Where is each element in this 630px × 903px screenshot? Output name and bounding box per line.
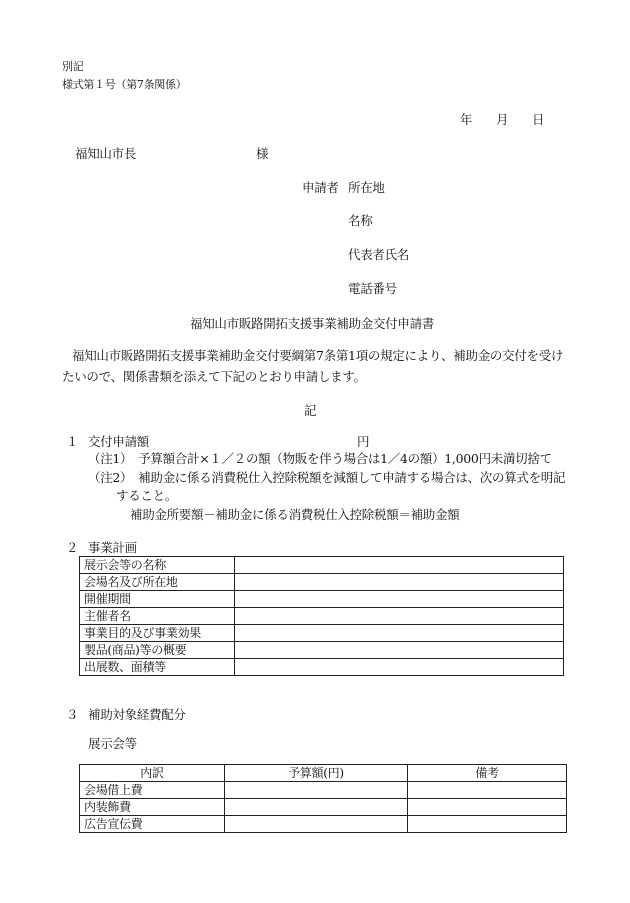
section3-number: ３ xyxy=(66,707,79,722)
section1-label: 交付申請額 xyxy=(88,434,150,449)
section1-unit: 円 xyxy=(357,434,370,449)
plan-row-value[interactable] xyxy=(235,591,564,608)
date-year-label: 年 xyxy=(460,112,473,127)
plan-row-label: 事業目的及び事業効果 xyxy=(80,625,235,642)
plan-row-label: 会場名及び所在地 xyxy=(80,574,235,591)
header-budget: 予算額(円) xyxy=(225,765,408,782)
expense-table-header xyxy=(80,765,567,782)
expense-row xyxy=(80,799,567,816)
expense-amount[interactable] xyxy=(225,782,408,799)
applicant-label: 申請者 xyxy=(302,180,339,195)
date-day-label: 日 xyxy=(532,112,545,127)
plan-row-label: 開催期間 xyxy=(80,591,235,608)
phone-label: 電話番号 xyxy=(348,281,397,296)
plan-row-label: 主催者名 xyxy=(80,608,235,625)
plan-row-value[interactable] xyxy=(235,608,564,625)
expense-note[interactable] xyxy=(408,816,567,833)
plan-row-label: 出展数、面積等 xyxy=(80,659,235,676)
form-number: 様式第１号（第7条関係） xyxy=(62,78,187,91)
expense-table xyxy=(79,764,567,833)
plan-row-label: 展示会等の名称 xyxy=(80,557,235,574)
plan-row xyxy=(80,557,564,574)
name-label: 名称 xyxy=(348,213,373,228)
section2-number: ２ xyxy=(66,540,79,555)
section3-label: 補助対象経費配分 xyxy=(88,707,186,722)
annex-label: 別記 xyxy=(62,60,84,73)
document-title: 福知山市販路開拓支援事業補助金交付申請書 xyxy=(190,316,435,331)
section1-note1: （注1） 予算額合計×１／２の額（物販を伴う場合は1／4の額）1,000円未満切捨て xyxy=(88,451,552,466)
intro-line-1: 福知山市販路開拓支援事業補助金交付要綱第7条第1項の規定により、補助金の交付を受け xyxy=(72,348,564,363)
expense-row xyxy=(80,816,567,833)
section1-note2-line1: （注2） 補助金に係る消費税仕入控除税額を減額して申請する場合は、次の算式を明記 xyxy=(88,470,566,485)
expense-item: 広告宣伝費 xyxy=(80,816,225,833)
plan-row-value[interactable] xyxy=(235,557,564,574)
expense-item: 内装飾費 xyxy=(80,799,225,816)
intro-line-2: たいので、関係書類を添えて下記のとおり申請します。 xyxy=(62,369,366,384)
section1-number: １ xyxy=(66,434,79,449)
section1-formula: 補助金所要額－補助金に係る消費税仕入控除税額＝補助金額 xyxy=(130,507,460,522)
expense-item: 会場借上費 xyxy=(80,782,225,799)
expense-note[interactable] xyxy=(408,782,567,799)
plan-row xyxy=(80,625,564,642)
section2-label: 事業計画 xyxy=(88,540,137,555)
expense-note[interactable] xyxy=(408,799,567,816)
plan-row xyxy=(80,642,564,659)
plan-row-value[interactable] xyxy=(235,659,564,676)
expense-row xyxy=(80,782,567,799)
section1-note2-line2: すること。 xyxy=(116,488,178,503)
addressee-honorific: 様 xyxy=(256,146,269,161)
address-label: 所在地 xyxy=(348,180,385,195)
header-remarks: 備考 xyxy=(408,765,567,782)
expense-amount[interactable] xyxy=(225,816,408,833)
plan-row-label: 製品(商品)等の概要 xyxy=(80,642,235,659)
section3-sublabel: 展示会等 xyxy=(88,736,137,751)
plan-row xyxy=(80,608,564,625)
date-month-label: 月 xyxy=(496,112,509,127)
plan-row-value[interactable] xyxy=(235,625,564,642)
addressee-name: 福知山市長 xyxy=(75,146,137,161)
plan-row-value[interactable] xyxy=(235,574,564,591)
representative-label: 代表者氏名 xyxy=(348,247,410,262)
plan-row-value[interactable] xyxy=(235,642,564,659)
plan-row xyxy=(80,574,564,591)
plan-row xyxy=(80,591,564,608)
business-plan-table xyxy=(79,556,564,676)
header-breakdown: 内訳 xyxy=(80,765,225,782)
expense-amount[interactable] xyxy=(225,799,408,816)
plan-row xyxy=(80,659,564,676)
ki-heading: 記 xyxy=(304,403,317,418)
